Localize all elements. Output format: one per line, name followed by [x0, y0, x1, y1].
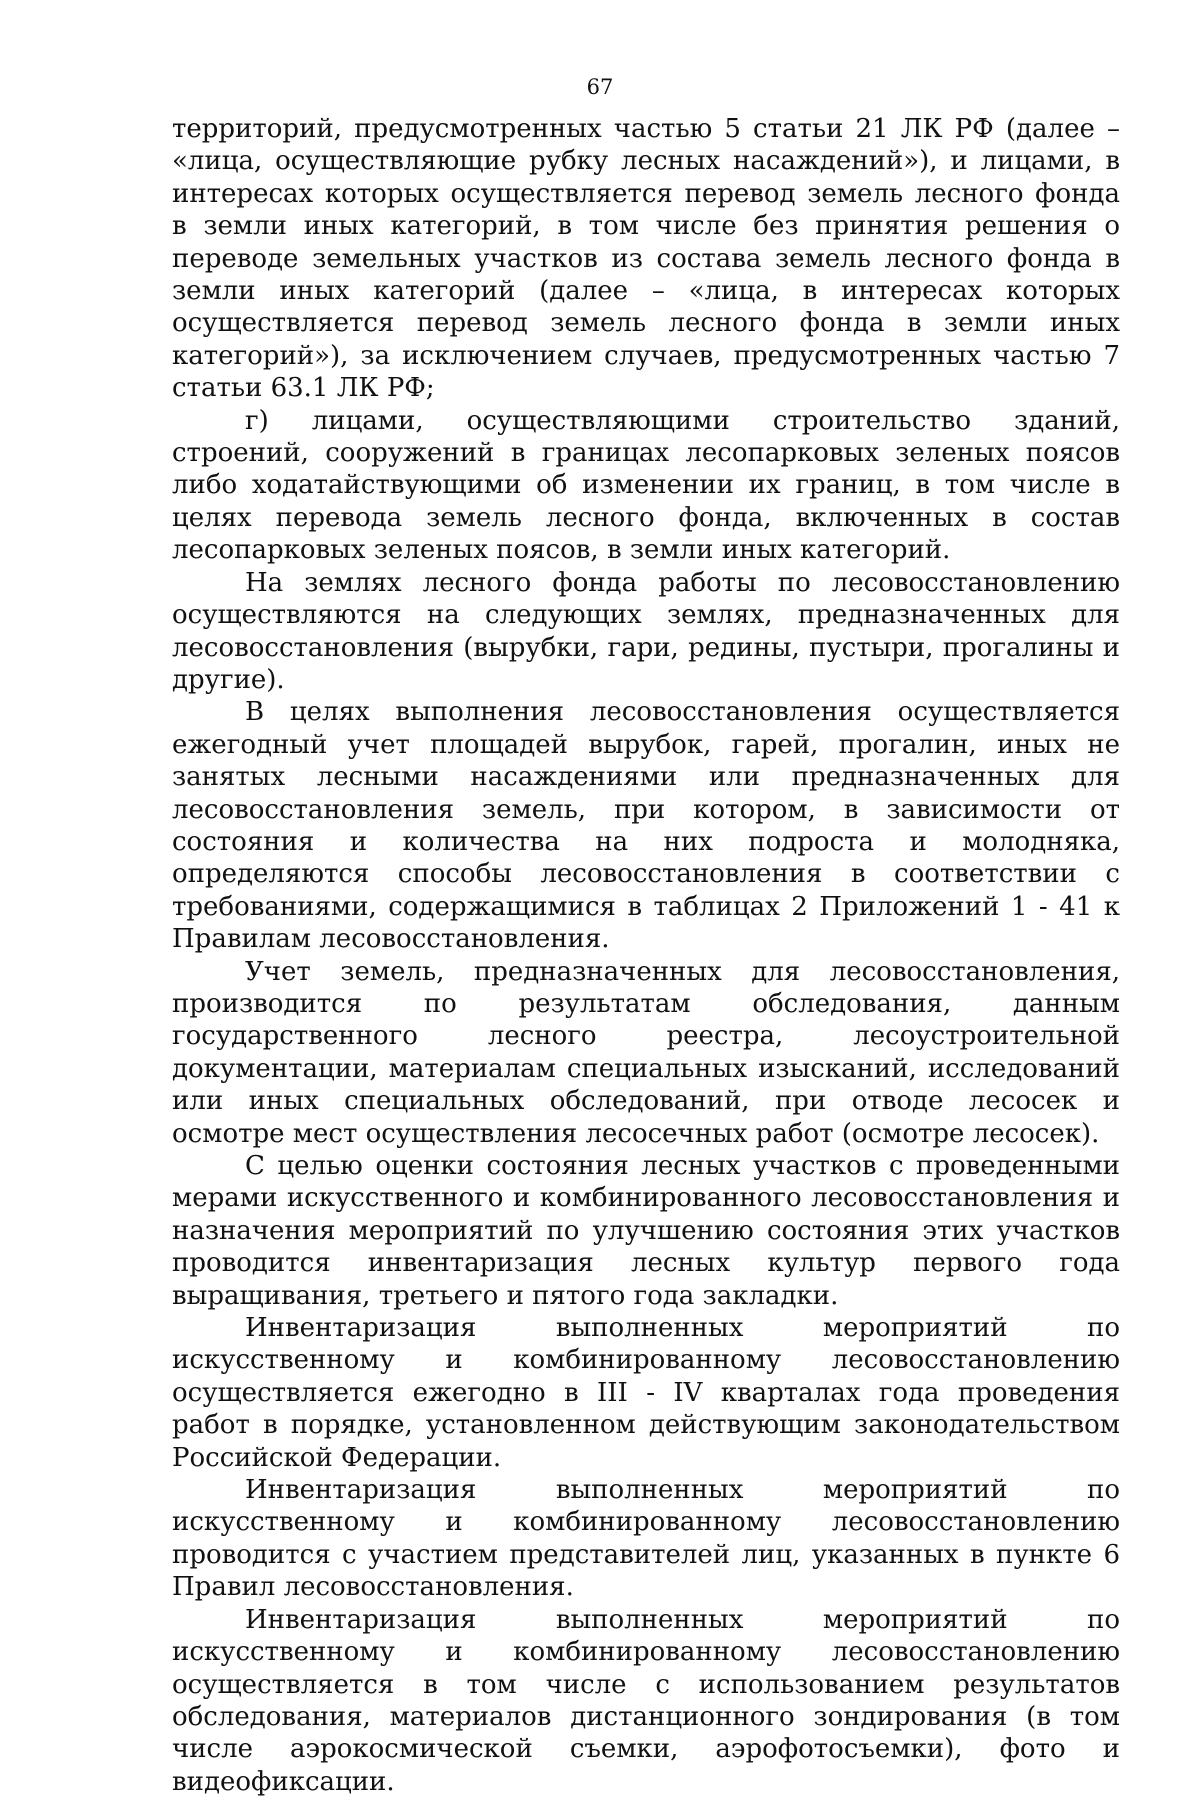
- document-body: [172, 113, 1120, 1798]
- paragraph-reforestation-lands: На землях лесного фонда работы по лесовосстановлению осуществляются на следующих землях, предназначенных для лесовосстановления (вырубки, гари, редины, пустыри, прогалины и другие).: [172, 567, 1120, 695]
- paragraph-inventory-participants: Инвентаризация выполненных мероприятий по искусственному и комбинированному лесовосстановлению проводится с участием представителей лиц, указанных в пункте 6 Правил лесовосстановления.: [172, 1475, 1120, 1603]
- paragraph-annual-accounting: В целях выполнения лесовосстановления осуществляется ежегодный учет площадей вырубок, гарей, прогалин, иных не занятых лесными насаждениями или предназначенных для лесовосстановления земель, при котором, в зависимости от состояния и количества на них подроста и молодняка, определяются способы лесовосстановления в соответствии с требованиями, содержащимися в таблицах 2 Приложений 1 - 41 к Правилам лесовосстановления.: [172, 697, 1120, 955]
- paragraph-list-item-g: г) лицами, осуществляющими строительство зданий, строений, сооружений в границах лесопарковых зеленых поясов либо ходатайствующими об изменении их границ, в том числе в целях перевода земель лесного фонда, включенных в состав лесопарковых зеленых поясов, в земли иных категорий.: [172, 405, 1120, 566]
- paragraph-land-accounting: Учет земель, предназначенных для лесовосстановления, производится по результатам обследования, данным государственного лесного реестра, лесоустроительной документации, материалам специальных изысканий, исследований или иных специальных обследований, при отводе лесосек и осмотре мест осуществления лесосечных работ (осмотре лесосек).: [172, 956, 1120, 1149]
- paragraph-inventory-purpose: С целью оценки состояния лесных участков с проведенными мерами искусственного и комбинированного лесовосстановления и назначения мероприятий по улучшению состояния этих участков проводится инвентаризация лесных культур первого года выращивания, третьего и пятого года закладки.: [172, 1151, 1120, 1311]
- paragraph-inventory-schedule: Инвентаризация выполненных мероприятий по искусственному и комбинированному лесовосстановлению осуществляется ежегодно в III - IV кварталах года проведения работ в порядке, установленном действующим законодательством Российской Федерации.: [172, 1313, 1120, 1473]
- paragraph-continuation: территорий, предусмотренных частью 5 статьи 21 ЛК РФ (далее – «лица, осуществляющие рубку лесных насаждений»), и лицами, в интересах которых осуществляется перевод земель лесного фонда в земли иных категорий, в том числе без принятия решения о переводе земельных участков из состава земель лесного фонда в земли иных категорий (далее – «лица, в интересах которых осуществляется перевод земель лесного фонда в земли иных категорий»), за исключением случаев, предусмотренных частью 7 статьи 63.1 ЛК РФ;: [172, 114, 1120, 404]
- page-number: 67: [586, 75, 614, 99]
- paragraph-inventory-methods: Инвентаризация выполненных мероприятий по искусственному и комбинированному лесовосстановлению осуществляется в том числе с использованием результатов обследования, материалов дистанционного зондирования (в том числе аэрокосмической съемки, аэрофотосъемки), фото и видеофиксации.: [172, 1604, 1120, 1797]
